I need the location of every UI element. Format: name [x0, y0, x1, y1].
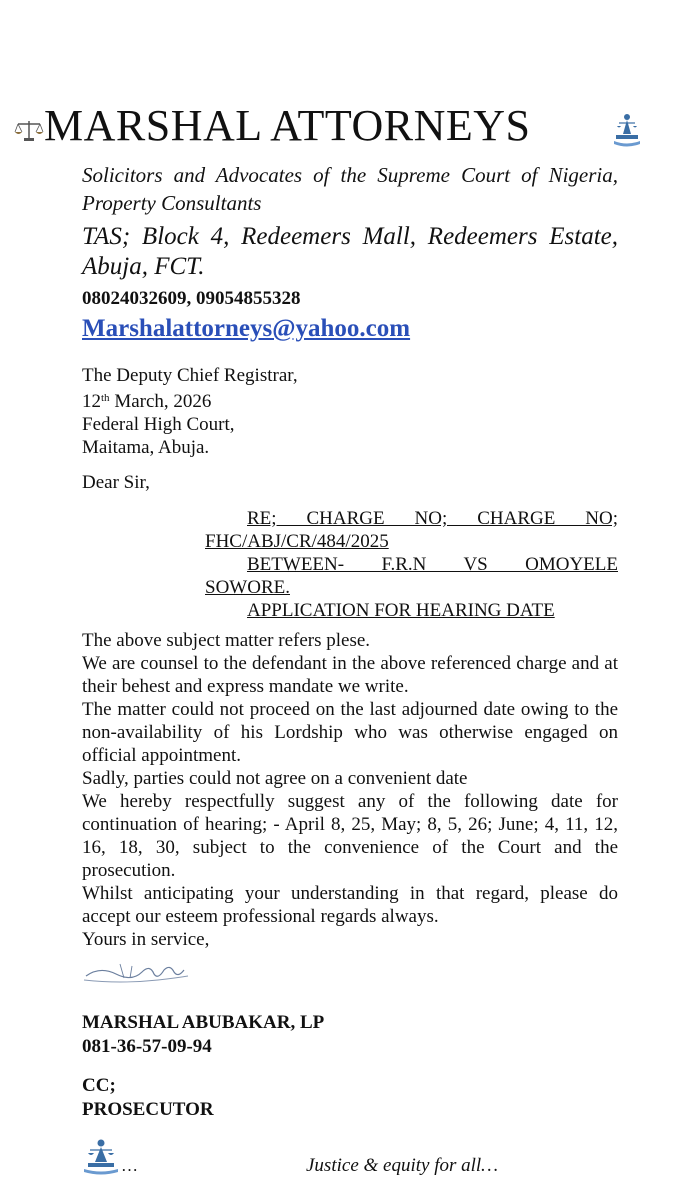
footer-ellipsis: … — [121, 1156, 138, 1175]
subject-line-2: FHC/ABJ/CR/484/2025 — [205, 531, 389, 552]
subject-line-3: BETWEEN- F.R.N VS OMOYELE — [247, 554, 618, 575]
subject-block — [205, 507, 618, 622]
recipient-line-court: Federal High Court, — [82, 414, 235, 435]
cc-recipient: PROSECUTOR — [82, 1099, 214, 1120]
body-paragraph-4: Sadly, parties could not agree on a convenient date — [82, 768, 468, 789]
firm-phones: 08024032609, 09054855328 — [82, 288, 301, 309]
subject-line-1: RE; CHARGE NO; CHARGE NO; — [247, 508, 618, 529]
signer-name: MARSHAL ABUBAKAR, LP — [82, 1012, 325, 1033]
date-month-year: March, 2026 — [109, 391, 212, 412]
letter-body — [82, 629, 618, 951]
body-paragraph-5: We hereby respectfully suggest any of the following date for continuation of hearing; - April 8, 25, May; 8, 5, 26; June; 4, 11, 12, 16, 18, 30, subject to the convenience of the Court and the prosecution. — [82, 791, 618, 881]
footer-motto: Justice & equity for all… — [306, 1155, 499, 1176]
firm-tagline: Solicitors and Advocates of the Supreme Court of Nigeria, Property Consultants — [82, 163, 618, 215]
recipient-line-title: The Deputy Chief Registrar, — [82, 365, 298, 386]
subject-line-5: APPLICATION FOR HEARING DATE — [247, 600, 555, 621]
firm-address: TAS; Block 4, Redeemers Mall, Redeemers Estate, Abuja, FCT. — [82, 223, 618, 280]
date-suffix: th — [101, 392, 110, 404]
handwritten-signature — [80, 958, 192, 986]
firm-name: MARSHAL ATTORNEYS — [44, 101, 531, 150]
firm-email-link[interactable]: Marshalattorneys@yahoo.com — [82, 315, 411, 342]
body-paragraph-3: The matter could not proceed on the last adjourned date owing to the non-availability of his Lordship who was otherwise engaged on official appointment. — [82, 699, 618, 766]
body-paragraph-6: Whilst anticipating your understanding in that regard, please do accept our esteem professional regards always. — [82, 883, 618, 927]
body-paragraph-1: The above subject matter refers plese. — [82, 630, 371, 651]
scales-icon — [14, 118, 44, 142]
justice-seal-icon — [82, 1136, 120, 1176]
justice-seal-icon — [612, 110, 642, 148]
recipient-address — [82, 364, 298, 459]
body-paragraph-2: We are counsel to the defendant in the above referenced charge and at their behest and express mandate we write. — [82, 653, 618, 697]
cc-label: CC; — [82, 1075, 116, 1096]
recipient-line-location: Maitama, Abuja. — [82, 437, 210, 458]
signer-phone: 081-36-57-09-94 — [82, 1036, 212, 1057]
closing: Yours in service, — [82, 929, 210, 950]
letter-date — [82, 387, 298, 413]
subject-line-4: SOWORE. — [205, 577, 290, 598]
salutation: Dear Sir, — [82, 472, 150, 493]
date-day: 12 — [82, 391, 101, 412]
